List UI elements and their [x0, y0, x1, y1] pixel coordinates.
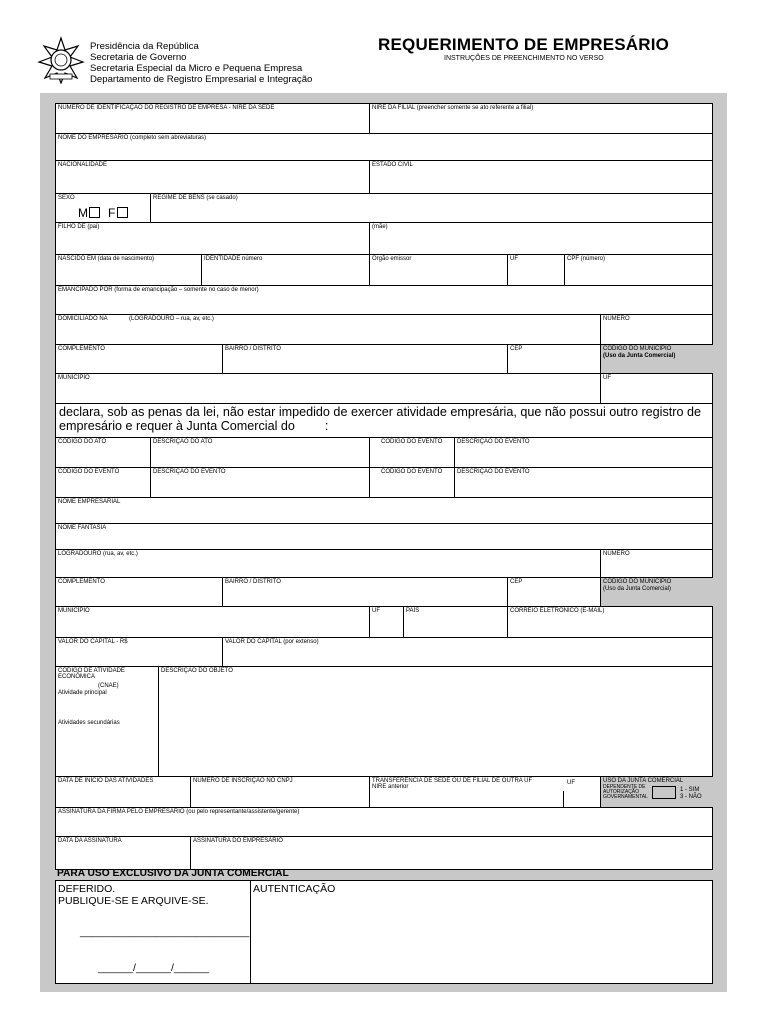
pais-field[interactable] [404, 607, 507, 637]
descricao-evento-label: DESCRIÇÃO DO EVENTO [457, 439, 530, 445]
identidade-field[interactable] [202, 255, 369, 285]
junta-section-caption: PARA USO EXCLUSIVO DA JUNTA COMERCIAL [57, 868, 289, 879]
uf-label-3: UF [372, 608, 380, 614]
bairro-field-2[interactable] [223, 578, 507, 606]
assinatura-firma-field[interactable] [56, 808, 713, 836]
cep-field-2[interactable] [508, 578, 600, 606]
complemento-label: COMPLEMENTO [58, 346, 105, 352]
email-label: CORREIO ELETRÔNICO (E-MAIL) [510, 608, 605, 614]
sexo-f-label: F [108, 206, 116, 220]
nacionalidade-field[interactable] [56, 161, 369, 193]
nome-empresario-field[interactable] [56, 134, 713, 160]
page-title: REQUERIMENTO DE EMPRESÁRIO [378, 35, 670, 54]
transferencia-label-line1: TRANSFERÊNCIA DE SEDE OU DE FILIAL DE OUTRA UF [372, 778, 533, 784]
nome-fantasia-label: NOME FANTASIA [58, 525, 107, 531]
coat-of-arms-icon [37, 36, 85, 84]
autenticacao-label: AUTENTICAÇÃO [253, 883, 336, 895]
org-line: Presidência da República [90, 41, 199, 52]
dependente-label-line1: DEPENDENTE DE [603, 784, 646, 790]
sexo-label: SEXO [58, 195, 75, 201]
nao-label: 3 - NÃO [680, 794, 702, 800]
descricao-objeto-field[interactable] [159, 676, 713, 776]
cep-label: CEP [510, 346, 523, 352]
data-inicio-field[interactable] [56, 777, 190, 807]
bairro-label-2: BAIRRO / DISTRITO [225, 579, 281, 585]
regime-bens-label: REGIME DE BENS (se casado) [153, 195, 238, 201]
dependente-label-line2: AUTORIZAÇÃO [603, 789, 640, 795]
data-inicio-label: DATA DE INÍCIO DAS ATIVIDADES [58, 778, 154, 784]
sexo-m-label: M [78, 206, 88, 220]
bairro-label: BAIRRO / DISTRITO [225, 346, 281, 352]
date-line[interactable]: ______/______/______ [98, 962, 209, 974]
uf-label: UF [510, 256, 518, 262]
page-subtitle: INSTRUÇÕES DE PREENCHIMENTO NO VERSO [444, 55, 604, 62]
valor-extenso-field[interactable] [223, 638, 713, 666]
emancipado-label: EMANCIPADO POR (forma de emancipação – somente no caso de menor) [58, 287, 259, 293]
pais-label: PAÍS [406, 608, 420, 614]
numero-cnpj-label: NÚMERO DE INSCRIÇÃO NO CNPJ [193, 778, 293, 784]
assinatura-empresario-field[interactable] [191, 837, 713, 870]
email-field[interactable] [508, 607, 713, 637]
atividades-secundarias-label: Atividades secundárias [58, 720, 120, 726]
codigo-evento-label-3: CÓDIGO DO EVENTO [381, 469, 443, 475]
municipio-field-2[interactable] [56, 607, 369, 637]
cep-field[interactable] [508, 345, 600, 373]
identidade-label: IDENTIDADE número [204, 256, 263, 262]
nome-empresario-label: NOME DO EMPRESÁRIO (completo sem abreviaturas) [58, 135, 207, 141]
mae-field[interactable] [370, 223, 713, 254]
regime-bens-field[interactable] [151, 194, 713, 222]
sexo-m-checkbox[interactable] [89, 207, 100, 218]
uf-label-2: UF [603, 375, 611, 381]
domiciliado-label: DOMICILIADO NA [58, 316, 108, 322]
pai-field[interactable] [56, 223, 369, 254]
uf-label-4: UF [567, 780, 575, 786]
logradouro-hint: (LOGRADOURO – rua, av, etc.) [129, 316, 214, 322]
dependente-autorizacao-box[interactable] [652, 786, 676, 799]
descricao-evento-label-2: DESCRIÇÃO DO EVENTO [153, 469, 226, 475]
dependente-label-line3: GOVERNAMENTAL [603, 794, 648, 800]
descricao-evento-label-3: DESCRIÇÃO DO EVENTO [457, 469, 530, 475]
uso-junta-label-2: (Uso da Junta Comercial) [603, 586, 672, 592]
nome-empresarial-label: NOME EMPRESARIAL [58, 499, 121, 505]
signature-line[interactable]: _____________________________ [80, 926, 250, 938]
numero-field-2[interactable] [601, 550, 713, 577]
sim-label: 1 - SIM [680, 787, 700, 793]
valor-extenso-label: VALOR DO CAPITAL (por extenso) [225, 639, 319, 645]
codigo-municipio-label: CÓDIGO DO MUNICÍPIO [603, 346, 672, 352]
numero-label: NÚMERO [603, 316, 630, 322]
data-assinatura-field[interactable] [56, 837, 190, 870]
valor-capital-field[interactable] [56, 638, 222, 666]
data-assinatura-label: DATA DA ASSINATURA [58, 838, 122, 844]
descricao-objeto-label: DESCRIÇÃO DO OBJETO [161, 668, 233, 674]
declaration-line-2 [59, 419, 709, 433]
nire-filial-label: NIRE DA FILIAL (preencher somente se ato referente a filial) [372, 105, 534, 111]
descricao-evento-field-2[interactable] [151, 468, 369, 497]
codigo-evento-field-3[interactable] [370, 468, 454, 497]
nire-filial-field[interactable] [370, 104, 713, 133]
cnae-field[interactable] [56, 698, 158, 776]
filho-de-label: FILHO DE (pai) [58, 224, 100, 230]
codigo-evento-field[interactable] [370, 438, 454, 467]
nascido-em-label: NASCIDO EM (data de nascimento) [58, 256, 155, 262]
deferido-text: DEFERIDO. [58, 883, 116, 895]
descricao-ato-field[interactable] [151, 438, 369, 467]
complemento-field[interactable] [56, 345, 222, 373]
junta-box [55, 880, 713, 984]
transferencia-label-line2: NIRE anterior [372, 784, 409, 790]
cnae-label-line1: CÓDIGO DE ATIVIDADE [58, 668, 125, 674]
declaration-line-2-text: empresário e requer à Junta Comercial do [59, 419, 295, 433]
uf-field-2[interactable] [601, 374, 713, 403]
codigo-evento-field-2[interactable] [56, 468, 150, 497]
assinatura-empresario-label: ASSINATURA DO EMPRESÁRIO [193, 838, 283, 844]
bairro-field[interactable] [223, 345, 507, 373]
declaration-colon: : [324, 419, 329, 433]
declaration-text [59, 405, 709, 433]
cnae-label-line2: ECONÔMICA [58, 674, 96, 680]
municipio-label-2: MUNICÍPIO [58, 608, 90, 614]
estado-civil-label: ESTADO CIVIL [372, 162, 413, 168]
atividade-principal-label: Atividade principal [58, 690, 107, 696]
uf-transferencia-field[interactable] [564, 791, 600, 807]
uf-field-3[interactable] [370, 607, 403, 637]
assinatura-firma-label: ASSINATURA DA FIRMA PELO EMPRESÁRIO (ou pelo representante/assistente/gerente) [58, 809, 300, 815]
nascido-em-field[interactable] [56, 255, 201, 285]
uso-junta-caps-label: USO DA JUNTA COMERCIAL [603, 778, 684, 784]
complemento-field-2[interactable] [56, 578, 222, 606]
nire-sede-label: NÚMERO DE IDENTIFICAÇÃO DO REGISTRO DE EMPRESA - NIRE DA SEDE [58, 105, 275, 111]
uso-junta-label: (Uso da Junta Comercial) [603, 353, 676, 359]
mae-label: (mãe) [372, 224, 388, 230]
main-form [55, 103, 713, 870]
municipio-label: MUNICÍPIO [58, 375, 90, 381]
orgao-emissor-field[interactable] [370, 255, 507, 285]
publique-text: PUBLIQUE-SE E ARQUIVE-SE. [58, 895, 209, 907]
logradouro-field[interactable] [56, 315, 600, 344]
logradouro-label-2: LOGRADOURO (rua, av, etc.) [58, 551, 138, 557]
orgao-emissor-label: Órgão emissor [372, 256, 412, 262]
descricao-ato-label: DESCRIÇÃO DO ATO [153, 439, 213, 445]
cep-label-2: CEP [510, 579, 523, 585]
descricao-evento-field[interactable] [455, 438, 713, 467]
nome-empresarial-field[interactable] [56, 498, 713, 523]
sexo-f-checkbox[interactable] [117, 207, 128, 218]
nome-fantasia-field[interactable] [56, 524, 713, 549]
estado-civil-field[interactable] [370, 161, 713, 193]
complemento-label-2: COMPLEMENTO [58, 579, 105, 585]
codigo-ato-label: CÓDIGO DO ATO [58, 439, 107, 445]
numero-field[interactable] [601, 315, 713, 344]
org-line: Departamento de Registro Empresarial e Integração [90, 74, 313, 85]
numero-cnpj-field[interactable] [191, 777, 369, 807]
logradouro-field-2[interactable] [56, 550, 600, 577]
codigo-evento-label-2: CÓDIGO DO EVENTO [58, 469, 120, 475]
nire-anterior-field[interactable] [370, 791, 563, 807]
codigo-municipio-label-2: CÓDIGO DO MUNICÍPIO [603, 579, 672, 585]
municipio-field[interactable] [56, 374, 600, 403]
nire-sede-field[interactable] [56, 104, 369, 133]
uf-field[interactable] [508, 255, 564, 285]
cpf-field[interactable] [565, 255, 713, 285]
descricao-evento-field-3[interactable] [455, 468, 713, 497]
valor-capital-label: VALOR DO CAPITAL - R$ [58, 639, 128, 645]
codigo-evento-label: CÓDIGO DO EVENTO [381, 439, 443, 445]
emancipado-field[interactable] [56, 286, 713, 314]
nacionalidade-label: NACIONALIDADE [58, 162, 108, 168]
autenticacao-field[interactable] [251, 897, 712, 983]
org-line: Secretaria Especial da Micro e Pequena Empresa [90, 63, 303, 74]
codigo-ato-field[interactable] [56, 438, 150, 467]
numero-label-2: NÚMERO [603, 551, 630, 557]
declaration-line-1: declara, sob as penas da lei, não estar impedido de exercer atividade empresária, que não possui outro registro de [59, 405, 701, 419]
cnae-label-line3: (CNAE) [98, 683, 119, 689]
header-organization [90, 41, 312, 85]
cpf-label: CPF (número) [567, 256, 606, 262]
org-line: Secretaria de Governo [90, 52, 187, 63]
